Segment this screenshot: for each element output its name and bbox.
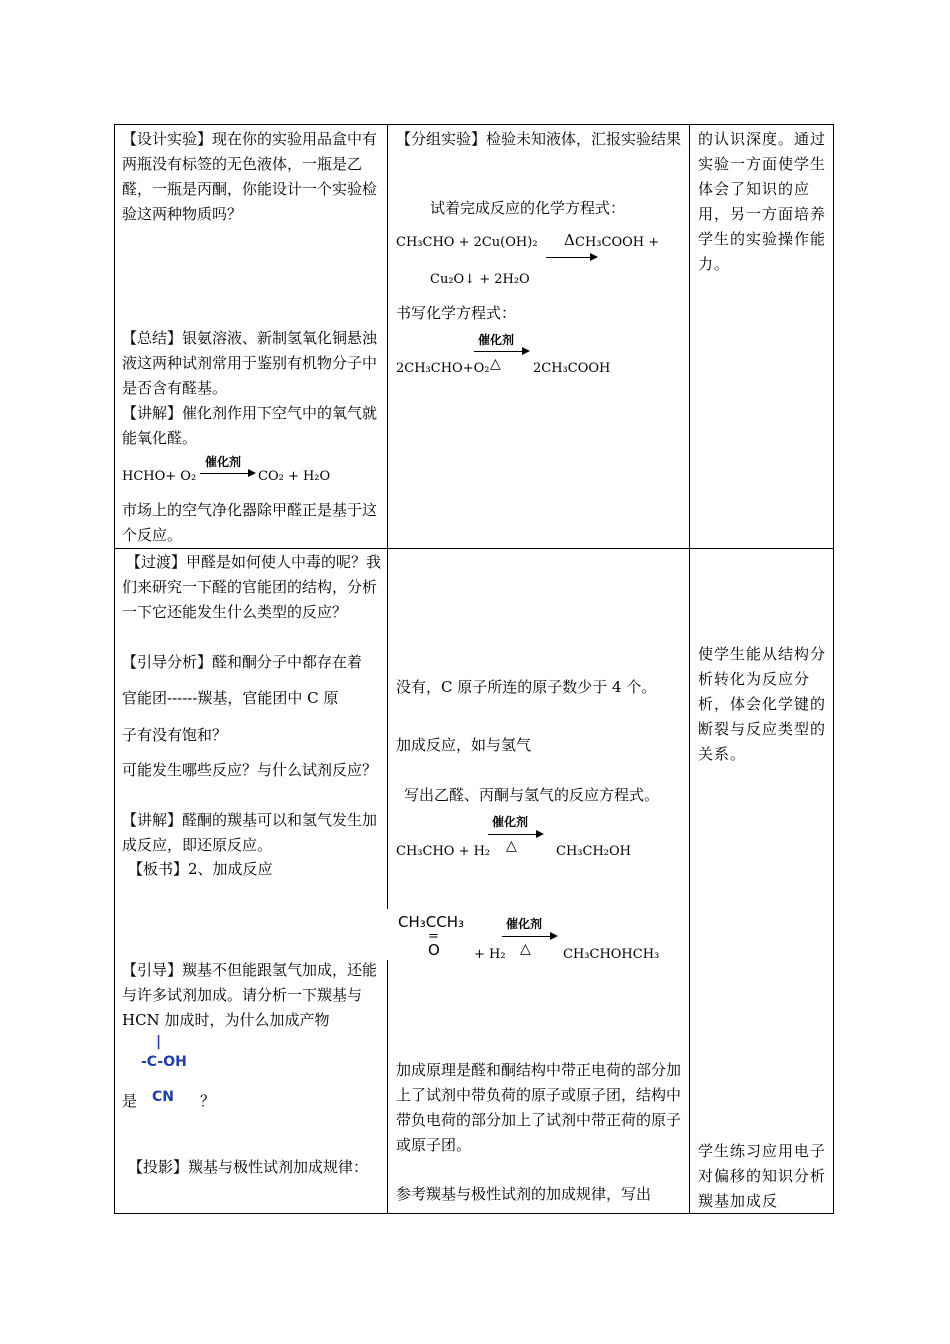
write-text: 书写化学方程式： [396, 304, 517, 322]
explain-oxidation [122, 401, 382, 451]
eq3-catalyst: 催化剂 [492, 815, 529, 829]
eq4-right: CH₃CHOHCH₃ [563, 947, 660, 962]
transition: 【过渡】甲醛是如何使人中毒的呢？我们来研究一下醛的官能团的结构，分析一下它还能发生什么类型的反应？ [122, 553, 382, 621]
no-saturation-text: 没有，C 原子所连的原子数少于 4 个。 [396, 678, 657, 696]
eq1-delta: Δ [564, 231, 575, 249]
summary [122, 326, 382, 401]
eq1-left: CH₃CHO + 2Cu(OH)₂ [396, 235, 538, 250]
guide-analysis-2: 官能团------羰基，官能团中 C 原 [122, 689, 339, 707]
board-heading: 【板书】2、加成反应 [128, 860, 273, 878]
eq4-delta: △ [520, 941, 531, 957]
question-mark: ？ [200, 1092, 216, 1110]
design-experiment [122, 127, 382, 227]
group-text: 检验未知液体，汇报实验结果 [486, 130, 682, 148]
summary-label: 【总结】 [122, 329, 183, 347]
struct-bond-top: | [156, 1034, 162, 1050]
guide-hcn: 【引导】羰基不但能跟氢气加成，还能与许多试剂加成。请分析一下羰基与 HCN 加成时，为什么加成产物 [122, 961, 378, 1029]
addition-text: 加成反应，如与氢气 [396, 736, 532, 754]
eq1-line2: Cu₂O↓ + 2H₂O [430, 272, 530, 287]
try-text: 试着完成反应的化学方程式： [430, 199, 626, 217]
acetone-formula: CH₃CCH₃ [398, 913, 465, 931]
eq3-left: CH₃CHO + H₂ [396, 844, 491, 859]
addition-principle: 加成原理是醛和酮结构中带正电荷的部分加上了试剂中带负荷的原子或原子团，结构中带负电荷的部分加上了试剂中带正荷的原子或原子团。 [396, 1061, 682, 1154]
write-hydrogen-eq: 写出乙醛、丙酮与氢气的反应方程式。 [404, 786, 660, 804]
hcho-eq-right: CO₂ + H₂O [258, 469, 331, 484]
intent-text-1: 的认识深度。通过实验一方面使学生体会了知识的应用，另一方面培养学生的实验操作能力。 [698, 130, 827, 273]
eq2-delta: △ [490, 356, 501, 372]
eq2-catalyst: 催化剂 [478, 333, 515, 347]
guide-analysis-4: 可能发生哪些反应？与什么试剂反应？ [122, 761, 378, 779]
guide-analysis-1: 【引导分析】醛和酮分子中都存在着 [122, 653, 363, 671]
struct-c-oh: -C-OH [141, 1054, 187, 1070]
intent-text-3: 学生练习应用电子对偏移的知识分析羰基加成反 [698, 1142, 827, 1210]
eq4-catalyst: 催化剂 [506, 917, 543, 931]
column-divider-1 [387, 124, 388, 909]
eq3-right: CH₃CH₂OH [556, 844, 631, 859]
eq2-left: 2CH₃CHO+O₂ [396, 361, 490, 376]
design-text: 现在你的实验用品盒中有两瓶没有标签的无色液体，一瓶是乙醛，一瓶是丙酮，你能设计一个实验检验这两种物质吗？ [122, 130, 378, 223]
is-text: 是 [122, 1092, 138, 1110]
acetone-oxygen: O [428, 941, 440, 959]
eq4-left: + H₂ [474, 947, 506, 962]
explain-text: 催化剂作用下空气中的氧气就能氧化醛。 [122, 404, 378, 447]
intent-text-2: 使学生能从结构分析转化为反应分析，体会化学键的断裂与反应类型的关系。 [698, 645, 827, 763]
explain-label: 【讲解】 [122, 404, 183, 422]
hcho-catalyst-label: 催化剂 [205, 455, 242, 469]
struct-cn: CN [152, 1089, 174, 1105]
column-divider-1-lower [387, 960, 388, 1214]
eq3-delta: △ [506, 838, 517, 854]
eq2-right: 2CH₃COOH [533, 361, 611, 376]
market-text: 市场上的空气净化器除甲醛正是基于这个反应。 [122, 501, 378, 544]
hcho-eq-left: HCHO+ O₂ [122, 469, 197, 484]
column-divider-2 [689, 124, 690, 1214]
design-label: 【设计实验】 [122, 130, 213, 148]
group-label: 【分组实验】 [396, 130, 487, 148]
reference-rule: 参考羰基与极性试剂的加成规律，写出 [396, 1185, 652, 1203]
eq1-right: CH₃COOH + [575, 235, 660, 250]
hcho-reaction-arrow [200, 473, 254, 474]
group-experiment [396, 127, 684, 152]
projection: 【投影】羰基与极性试剂加成规律： [128, 1158, 369, 1176]
summary-text: 银氨溶液、新制氢氧化铜悬浊液这两种试剂常用于鉴别有机物分子中是否含有醛基。 [122, 329, 378, 397]
explain-addition: 【讲解】醛酮的羰基可以和氢气发生加成反应，即还原反应。 [122, 811, 378, 854]
eq1-arrow [546, 257, 596, 258]
acetone-double-bond: = [428, 929, 439, 944]
row-divider [114, 548, 834, 549]
guide-analysis-3: 子有没有饱和？ [122, 726, 228, 744]
eq2-arrow [474, 351, 528, 352]
